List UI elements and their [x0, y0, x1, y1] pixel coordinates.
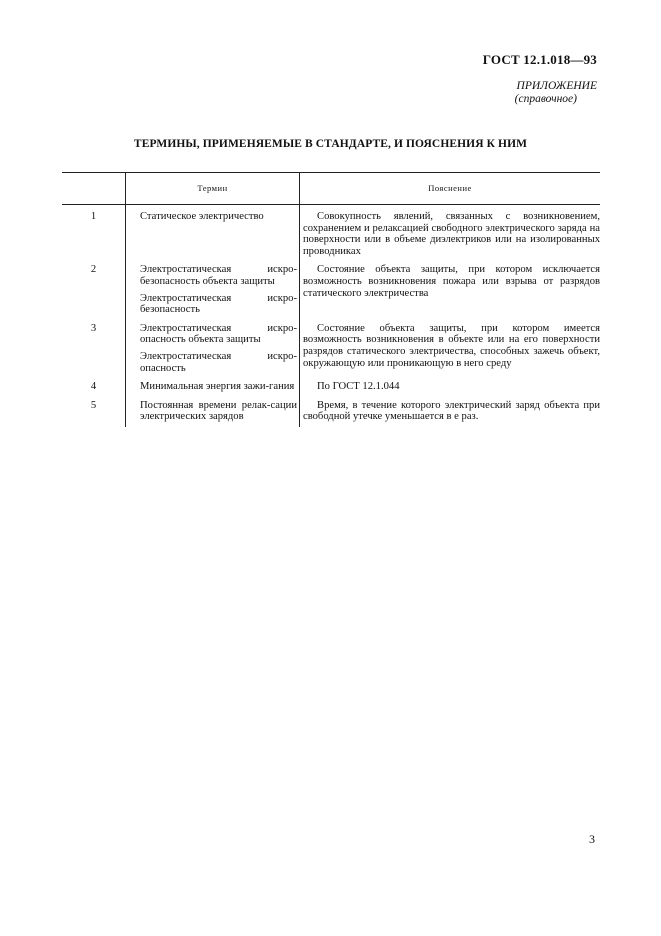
column-header-term: Термин	[126, 173, 300, 205]
table-row	[62, 397, 600, 427]
term-cell	[126, 320, 300, 378]
term-text: Электростатическая искро-опасность	[140, 350, 297, 374]
column-header-number	[62, 173, 126, 205]
explanation-text: По ГОСТ 12.1.044	[317, 381, 400, 393]
term-cell	[126, 205, 300, 262]
explanation-text: Время, в течение которого электрический заряд объекта при свободной утечке уменьшается в е раз.	[303, 399, 600, 423]
term-text: Электростатическая искро-безопасность	[140, 292, 297, 316]
explanation-cell	[300, 320, 601, 378]
term-text: Электростатическая искро-безопасность объекта защиты	[140, 264, 297, 287]
term-text: Постоянная времени релак-сации электрических зарядов	[140, 399, 297, 423]
row-number: 2	[62, 261, 126, 319]
row-number: 3	[62, 320, 126, 378]
explanation-text: Состояние объекта защиты, при котором имеется возможность возникновения в объекте или на его поверхности разрядов статического электричества, способных зажечь объект, окружающую или проникающую в него среду	[303, 322, 600, 369]
explanation-cell	[300, 378, 601, 397]
explanation-cell	[300, 261, 601, 319]
table-header-row	[62, 173, 600, 205]
term-text: Минимальная энергия зажи-гания	[140, 381, 295, 393]
table-row	[62, 261, 600, 319]
appendix-label: ПРИЛОЖЕНИЕ	[516, 80, 597, 92]
appendix-heading	[515, 80, 597, 106]
table-row	[62, 205, 600, 262]
terms-table	[62, 172, 600, 427]
row-number: 4	[62, 378, 126, 397]
table-row	[62, 320, 600, 378]
row-number: 1	[62, 205, 126, 262]
appendix-type: (справочное)	[514, 93, 577, 105]
row-number: 5	[62, 397, 126, 427]
term-text: Статическое электричество	[140, 211, 264, 222]
explanation-cell	[300, 397, 601, 427]
explanation-text: Состояние объекта защиты, при котором исключается возможность возникновения пожара или взрыва от разрядов статического электричества	[303, 264, 600, 299]
term-cell	[126, 397, 300, 427]
explanation-cell	[300, 205, 601, 262]
page-title: ТЕРМИНЫ, ПРИМЕНЯЕМЫЕ В СТАНДАРТЕ, И ПОЯСНЕНИЯ К НИМ	[133, 138, 528, 150]
document-code: ГОСТ 12.1.018—93	[482, 52, 597, 67]
table-row	[62, 378, 600, 397]
term-text: Электростатическая искро-опасность объекта защиты	[140, 322, 297, 346]
explanation-text: Совокупность явлений, связанных с возникновением, сохранением и релаксацией свободного электрического заряда на поверхности или в объеме диэлектриков или на изолированных проводниках	[303, 211, 600, 257]
column-header-explanation: Пояснение	[300, 173, 601, 205]
term-cell	[126, 378, 300, 397]
term-cell	[126, 261, 300, 319]
page-number: 3	[589, 832, 595, 846]
